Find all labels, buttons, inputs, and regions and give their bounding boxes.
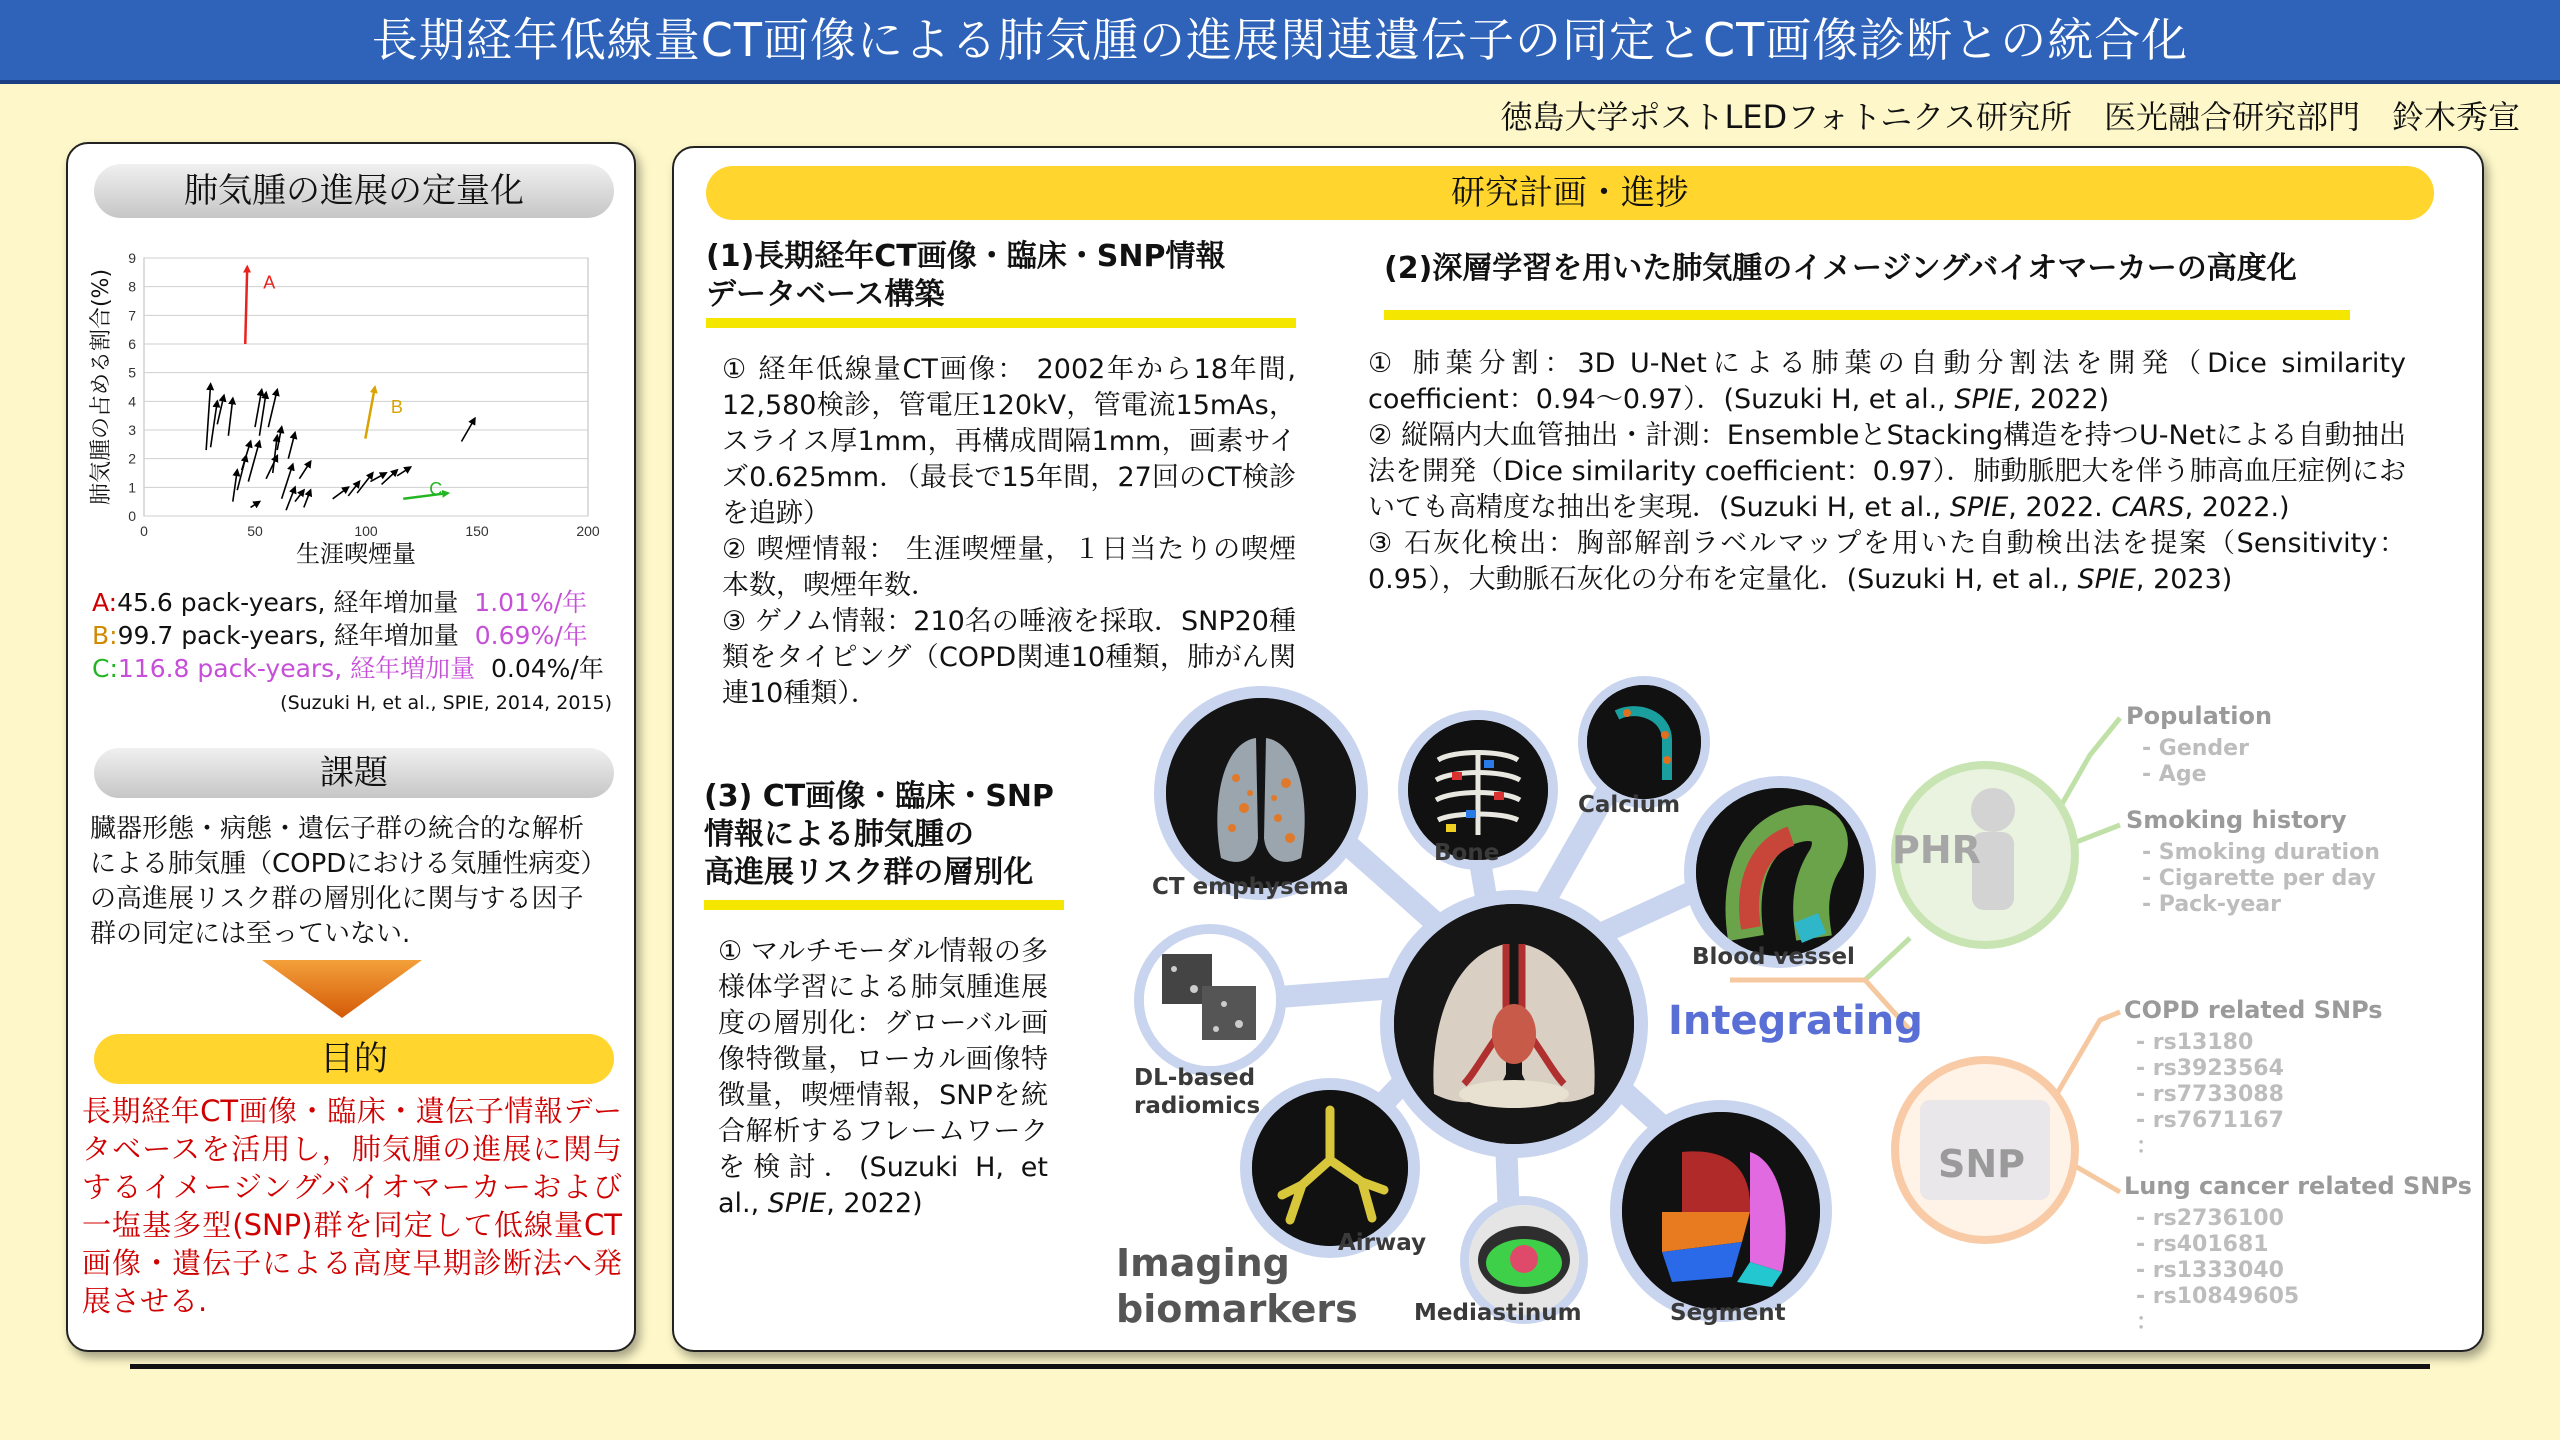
y-tick-label: 2 [128,450,136,467]
lung-snps-list [2136,1206,2299,1336]
s1-underline [706,318,1296,328]
lung-snp-item: ： [2136,1310,2159,1335]
lung-snp-item: - rs1333040 [2136,1258,2284,1283]
y-tick-label: 8 [128,278,136,295]
s1-heading [706,238,1306,314]
segment-label: Segment [1670,1300,1786,1326]
note-b [92,619,612,652]
s3-heading-line1: (3) CT画像・臨床・SNP [704,779,1054,814]
s3-heading-line3: 高進展リスク群の層別化 [704,855,1034,890]
page-title: 長期経年低線量CT画像による肺気腫の進展関連遺伝子の同定とCT画像診断との統合化 [0,0,2560,84]
lung-snp-item: - rs401681 [2136,1232,2269,1257]
dl-radiomics-label-2: radiomics [1134,1093,1261,1119]
s3-heading [704,778,1094,892]
calcium-node [1578,676,1710,808]
blood-vessel-label: Blood vessel [1692,944,1855,970]
cigarette-item: - Cigarette per day [2142,866,2376,891]
lung-snp-item: - rs10849605 [2136,1284,2300,1309]
y-tick-label: 9 [128,250,136,266]
copd-snps-head: COPD related SNPs [2124,996,2383,1024]
lung-snps-head: Lung cancer related SNPs [2124,1172,2472,1200]
x-tick-label: 50 [247,523,263,539]
copd-snp-item: ： [2136,1134,2159,1159]
dl-radiomics-label [1134,1064,1260,1120]
section-title-research-plan: 研究計画・進捗 [706,166,2434,220]
purpose-text: 長期経年CT画像・臨床・遺伝子情報データベースを活用し，肺気腫の進展に関与するイメージングバイオマーカーおよび一塩基多型(SNP)群を同定して低線量CT画像・遺伝子による高度早期診断法へ発展させる. [82,1094,622,1318]
y-tick-label: 6 [128,336,136,352]
copd-snp-item: - rs7733088 [2136,1082,2284,1107]
pack-year-item: - Pack-year [2142,892,2281,917]
y-tick-label: 4 [128,393,136,410]
blood-vessel-node [1684,776,1876,968]
section-title-issue: 課題 [94,748,614,798]
y-tick-label: 0 [128,508,136,524]
x-tick-label: 150 [465,523,489,539]
note-b-text: 99.7 pack-years, 経年増加量 [117,621,459,650]
gender-item: - Gender [2142,736,2249,761]
s1-heading-line1: (1)長期経年CT画像・臨床・SNP情報 [706,239,1226,274]
s1-body: ① 経年低線量CT画像： 2002年から18年間, 12,580検診，管電圧120kV，管電流15mAs，スライス厚1mm，再構成間隔1mm，画素サイズ0.625mm．（最長で15年間，27回のCT検診を追跡） ② 喫煙情報： 生涯喫煙量，１日当たりの喫煙本数，喫煙年数． ③ ゲノム情報：210名の唾液を採取．SNP20種類をタイピング（COPD関連10種類，肺がん関連10種類）． [722,354,1296,709]
down-arrow-icon [262,960,422,1020]
s3-underline [704,900,1064,910]
emphysema-progression-chart [78,236,618,576]
section-title-purpose: 目的 [94,1034,614,1084]
copd-snp-item: - rs7671167 [2136,1108,2284,1133]
smoking-duration-item: - Smoking duration [2142,840,2380,865]
ct-emphysema-node [1154,686,1368,900]
chart-citation: (Suzuki H, et al., SPIE, 2014, 2015) [280,692,612,714]
s2-item-lobe: ① 肺葉分割：3D U-Netによる肺葉の自動分割法を開発（Dice similarity coefficient：0.94～0.97）．(Suzuki H, et al., SPIE, 2022) [1368,348,2406,415]
population-head: Population [2126,702,2273,730]
smoking-history-head: Smoking history [2126,806,2347,834]
affiliation: 徳島大学ポストLEDフォトニクス研究所 医光融合研究部門 鈴木秀宣 [1500,98,2520,136]
airway-label: Airway [1338,1230,1427,1256]
s1-heading-line2: データベース構築 [706,277,945,312]
x-tick-label: 0 [140,523,148,539]
series-label-b: B [390,397,403,417]
s3-heading-line2: 情報による肺気腫の [704,817,974,852]
dl-radiomics-label-1: DL-based [1134,1065,1256,1091]
s2-item-calcium: ③ 石灰化検出：胸部解剖ラベルマップを用いた自動検出法を提案（Sensitivity：0.95），大動脈石灰化の分布を定量化．(Suzuki H, et al., SPIE, 2023) [1368,528,2406,595]
s3-body: ① マルチモーダル情報の多様体学習による肺気腫進展度の層別化：グローバル画像特徴量，ローカル画像特徴量，喫煙情報，SNPを統合解析するフレームワークを検討．(Suzuki H, et al., SPIE, 2022) [718,936,1048,1219]
s2-heading: (2)深層学習を用いた肺気腫のイメージングバイオマーカーの高度化 [1384,251,2297,286]
ct-emphysema-label: CT emphysema [1152,874,1349,900]
note-c-text: 116.8 pack-years, 経年増加量 [117,654,476,683]
note-b-prefix: B: [92,621,118,650]
note-a-text: 45.6 pack-years, 経年増加量 [117,588,459,617]
dl-radiomics-node [1134,924,1286,1076]
x-tick-label: 200 [576,523,600,539]
age-item: - Age [2142,762,2207,787]
integrating-label: Integrating [1668,998,1923,1044]
y-axis-label: 肺気腫の占める割合(%) [89,268,114,506]
s2-item-vessel: ② 縦隔内大血管抽出・計測：EnsembleとStacking構造を持つU-Netによる自動抽出法を開発（Dice similarity coefficient：0.97）．肺動脈肥大を伴う肺高血圧症例においても高精度な抽出を実現．(Suzuki H, et al., SPIE, 2022. CARS, 2022.) [1368,420,2406,523]
snp-label: SNP [1938,1142,2026,1186]
y-tick-label: 7 [128,307,136,324]
calcium-label: Calcium [1578,792,1681,818]
y-tick-label: 1 [128,479,136,496]
lung-center-node [1380,890,1648,1158]
note-c-prefix: C: [92,654,118,683]
note-b-value: 0.69%/年 [474,621,588,650]
chart-notes [92,586,612,720]
series-label-c: C [429,478,443,499]
note-a-prefix: A: [92,588,118,617]
section-title-quantification: 肺気腫の進展の定量化 [94,164,614,218]
segment-node [1610,1100,1832,1322]
bone-label: Bone [1434,840,1500,866]
note-c [92,652,612,685]
imaging-biomarkers-line2: biomarkers [1116,1287,1358,1331]
y-tick-label: 3 [128,422,136,438]
copd-snps-list [2136,1030,2284,1160]
copd-snp-item: - rs13180 [2136,1030,2254,1055]
issue-text: 臓器形態・病態・遺伝子群の統合的な解析による肺気腫（COPDにおける気腫性病変）の高進展リスク群の層別化に関与する因子群の同定には至っていない. [90,814,607,949]
mediastinum-label: Mediastinum [1414,1300,1582,1326]
s2-underline [1384,310,2350,320]
imaging-biomarkers-label [1116,1240,1358,1332]
note-a [92,586,612,619]
imaging-biomarkers-line1: Imaging [1116,1241,1290,1285]
note-c-value: 0.04%/年 [491,654,604,683]
lung-icon [1394,904,1634,1144]
copd-snp-item: - rs3923564 [2136,1056,2284,1081]
bottom-rule [130,1364,2430,1369]
phr-label: PHR [1892,828,1981,872]
note-a-value: 1.01%/年 [474,588,588,617]
x-tick-label: 100 [354,523,378,539]
s2-body [1368,346,2406,598]
lung-snp-item: - rs2736100 [2136,1206,2284,1231]
series-label-a: A [263,272,276,293]
x-axis-label: 生涯喫煙量 [296,540,416,568]
y-tick-label: 5 [128,364,136,381]
